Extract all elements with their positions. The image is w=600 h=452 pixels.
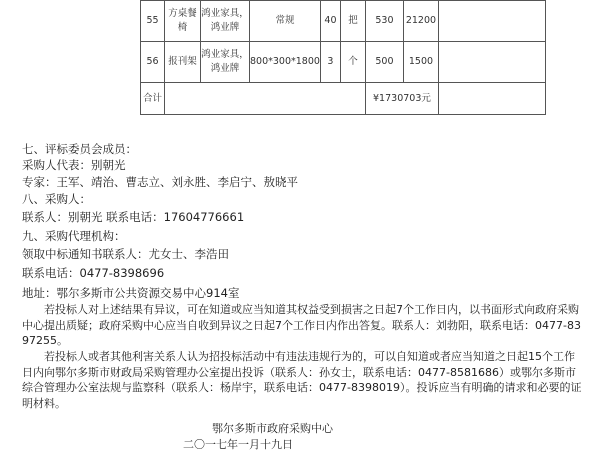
sum-label: 合计 (141, 83, 165, 115)
signature-date: 二〇一七年一月十九日 (183, 438, 293, 451)
row-blank (438, 42, 545, 83)
row-no: 55 (141, 1, 165, 42)
row-name: 方桌餐椅 (165, 1, 201, 42)
table-sum-row (141, 83, 546, 115)
sum-trailing-blank (438, 83, 545, 115)
row-unit: 把 (340, 1, 365, 42)
section-7-rep: 采购人代表：别朝光 (22, 158, 126, 172)
row-unit: 个 (340, 42, 365, 83)
row-qty: 3 (320, 42, 340, 83)
row-blank (438, 1, 545, 42)
items-table (140, 0, 546, 115)
row-no: 56 (141, 42, 165, 83)
row-total: 1500 (403, 42, 438, 83)
section-8-title: 八、采购人： (22, 192, 91, 206)
section-9-phone: 联系电话：0477-8398696 (22, 266, 165, 280)
section-7-title: 七、评标委员会成员： (22, 142, 137, 156)
table-row (141, 1, 546, 42)
complaint-paragraph: 若投标人或者其他利害关系人认为招投标活动中有违法违规行为的，可以自知道或者应当知道之日起15个工作日内向鄂尔多斯市财政局采购管理办公室提出投诉（联系人：孙女士，联系电话：0477-8581686）或鄂尔多斯市综合管理办公室法规与监察科（联系人：杨岸宇，联系电话：0477-8398019）。投诉应当有明确的请求和必要的证明材料。 (22, 350, 582, 410)
row-brand: 鸿业家具，鸿业牌 (201, 1, 250, 42)
row-qty: 40 (320, 1, 340, 42)
row-total: 21200 (403, 1, 438, 42)
section-8-contact: 联系人：别朝光 联系电话：17604776661 (22, 210, 245, 224)
row-price: 530 (365, 1, 403, 42)
sum-blank (165, 83, 366, 115)
objection-paragraph: 若投标人对上述结果有异议，可在知道或应当知道其权益受到损害之日起7个工作日内，以书面形式向政府采购中心提出质疑；政府采购中心应当自收到异议之日起7个工作日内作出答复。联系人：刘勃阳，联系电话：0477-8397255。 (22, 303, 581, 347)
section-9-notice-contact: 领取中标通知书联系人：尤女士、李浩田 (22, 247, 229, 261)
row-name: 报刊架 (165, 42, 201, 83)
row-brand: 鸿业家具，鸿业牌 (201, 42, 250, 83)
signature-org: 鄂尔多斯市政府采购中心 (212, 422, 333, 435)
section-9-title: 九、采购代理机构： (22, 229, 126, 243)
row-price: 500 (365, 42, 403, 83)
section-7-experts: 专家：王军、靖治、曹志立、刘永胜、李启宁、敖晓平 (22, 175, 298, 189)
row-spec: 800*300*1800 (250, 42, 321, 83)
table-row (141, 42, 546, 83)
row-spec: 常规 (250, 1, 321, 42)
section-9-address: 地址：鄂尔多斯市公共资源交易中心914室 (22, 286, 240, 300)
sum-value: ¥1730703元 (365, 83, 438, 115)
